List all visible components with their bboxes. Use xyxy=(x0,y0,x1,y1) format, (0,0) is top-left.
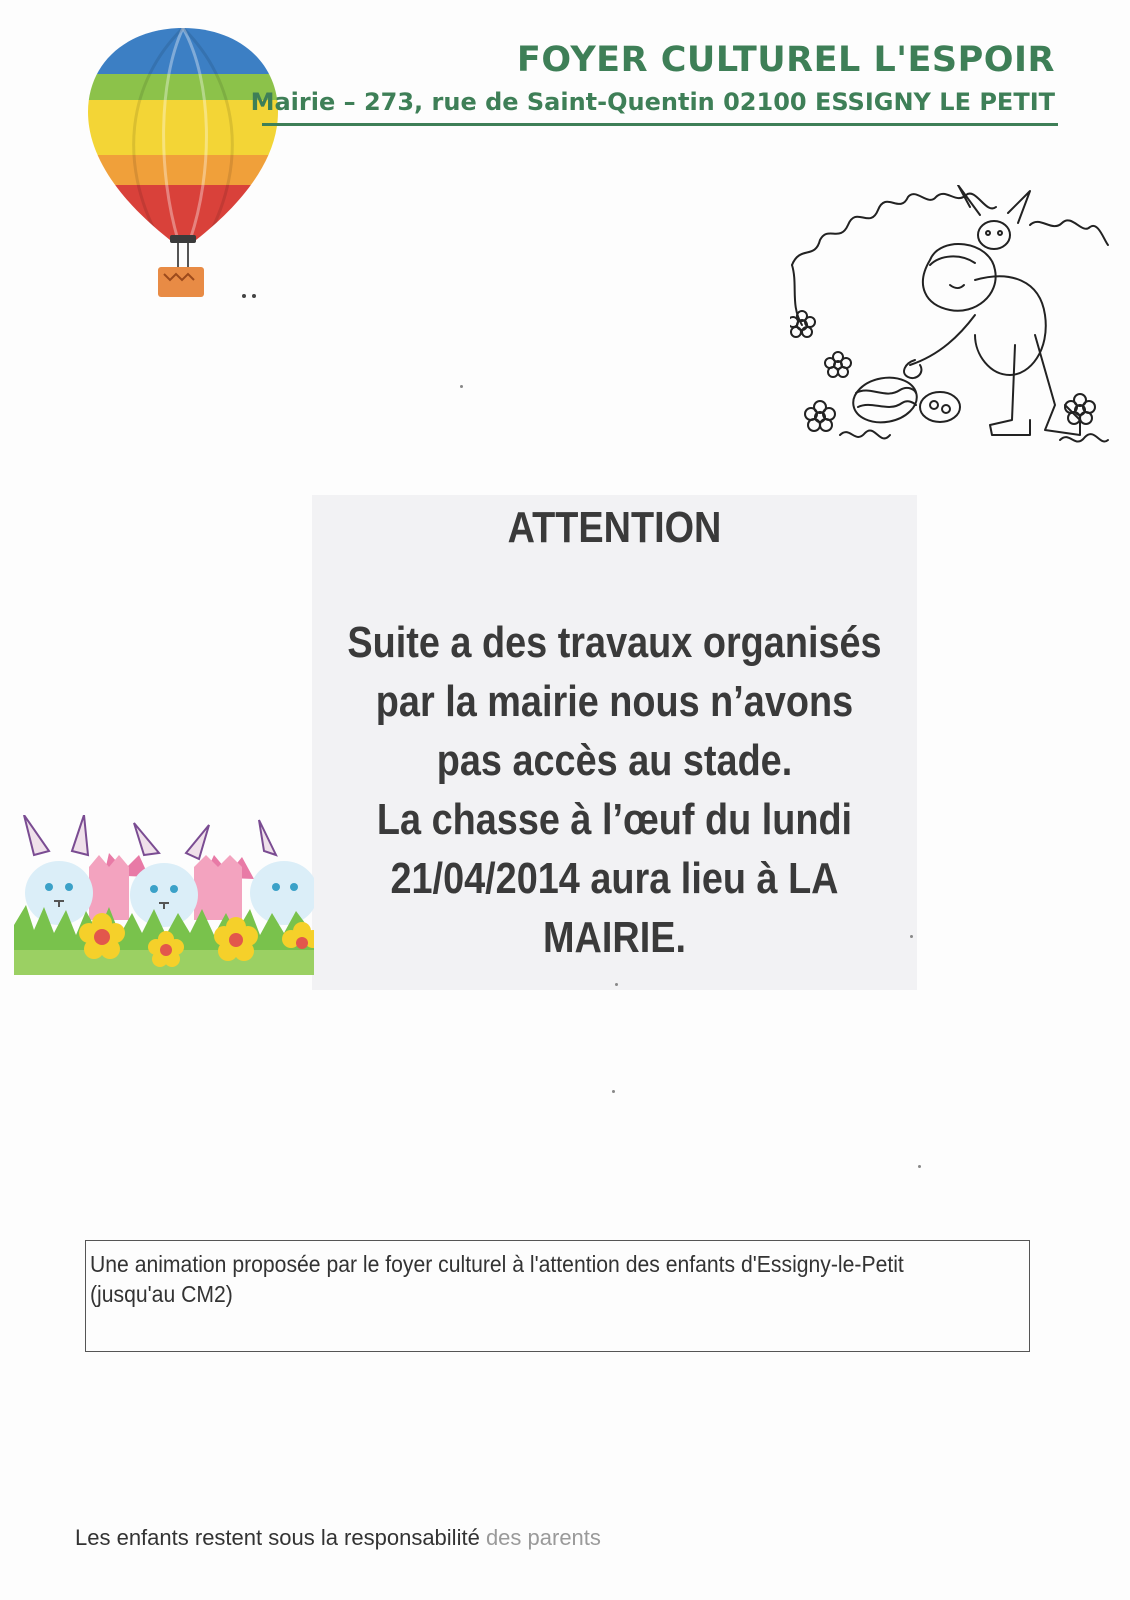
easter-bunnies-flowers-border xyxy=(14,815,314,975)
scan-speck xyxy=(910,935,913,938)
organization-address: Mairie – 273, rue de Saint-Quentin 02100 ESSIGNY LE PETIT xyxy=(250,88,1055,116)
notice-line: Suite a des travaux organisés xyxy=(347,618,882,667)
info-box xyxy=(85,1240,1030,1352)
info-line: (jusqu'au CM2) xyxy=(90,1281,233,1307)
notice-heading: ATTENTION xyxy=(507,503,722,552)
scan-speck xyxy=(918,1165,921,1168)
scan-speck xyxy=(460,385,463,388)
responsibility-text: Les enfants restent sous la responsabilité xyxy=(75,1525,480,1550)
notice-body xyxy=(337,613,892,967)
header-divider xyxy=(262,123,1058,126)
info-text xyxy=(90,1249,1010,1309)
scan-speck xyxy=(615,983,618,986)
notice-line: pas accès au stade. xyxy=(436,736,793,785)
notice-line: La chasse à l’œuf du lundi xyxy=(376,795,853,844)
notice-line: 21/04/2014 aura lieu à LA xyxy=(390,854,839,903)
info-line: Une animation proposée par le foyer culturel à l'attention des enfants d'Essigny-le-Petit xyxy=(90,1251,904,1277)
child-egg-hunt-drawing xyxy=(790,185,1110,475)
responsibility-faded-text: des parents xyxy=(485,1525,601,1550)
notice-box xyxy=(312,495,917,990)
organization-title: FOYER CULTUREL L'ESPOIR xyxy=(516,40,1055,80)
scan-speck xyxy=(612,1090,615,1093)
notice-line: par la mairie nous n’avons xyxy=(375,677,854,726)
notice-line: MAIRIE. xyxy=(543,913,686,962)
responsibility-note xyxy=(75,1525,601,1551)
hot-air-balloon-icon xyxy=(78,22,288,312)
